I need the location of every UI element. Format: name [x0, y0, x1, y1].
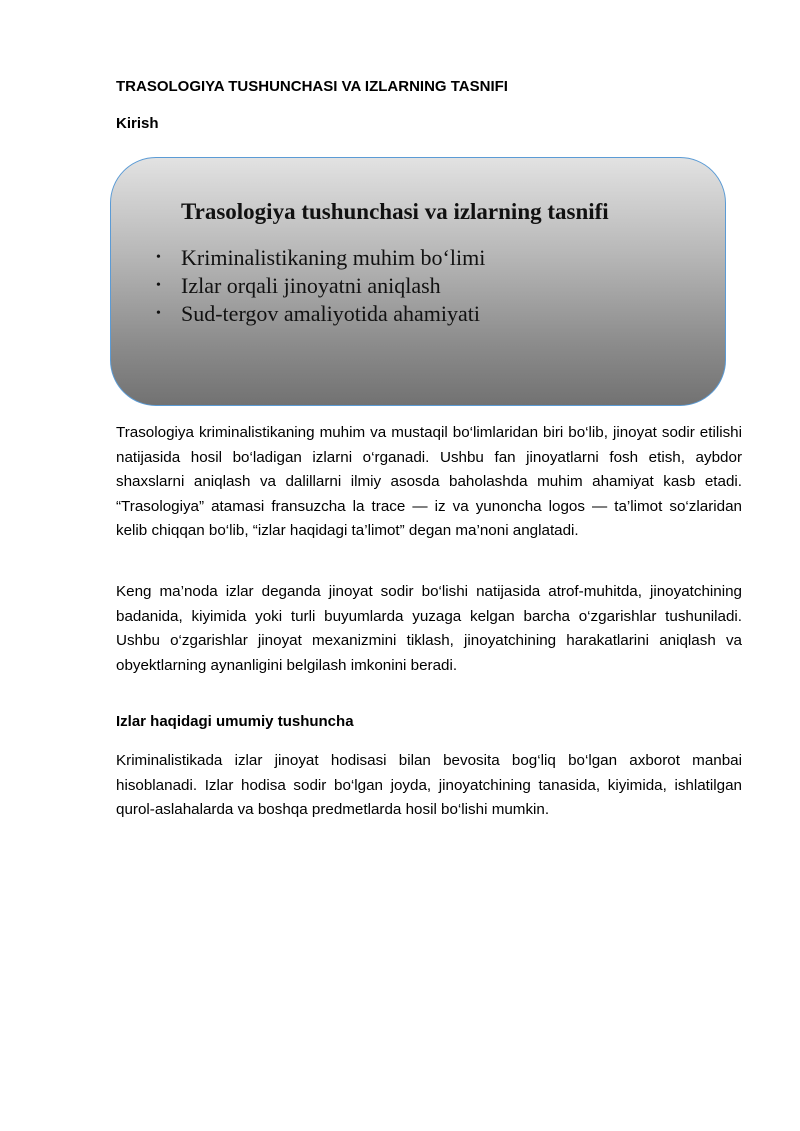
slide-bullet-list	[156, 244, 485, 328]
slide-graphic	[110, 157, 726, 406]
bullet-dot-icon: •	[156, 278, 161, 293]
slide-bullet-item	[156, 300, 485, 328]
section-paragraph: Kriminalistikada izlar jinoyat hodisasi bilan bevosita bog‘liq bo‘lgan axborot manbai hisoblanadi. Izlar hodisa sodir bo‘lgan joyda, jinoyatchining tanasida, kiyimida, ishlatilgan qurol-aslahalarda va boshqa predmetlarda hosil bo‘lishi mumkin.	[116, 752, 742, 819]
slide-title: Trasologiya tushunchasi va izlarning tasnifi	[181, 199, 609, 224]
bullet-dot-icon: •	[156, 306, 161, 321]
slide-bullet-item	[156, 272, 485, 300]
document-title: TRASOLOGIYA TUSHUNCHASI VA IZLARNING TASNIFI	[116, 78, 508, 95]
slide-bullet-text: Izlar orqali jinoyatni aniqlash	[181, 273, 441, 298]
bullet-dot-icon: •	[156, 250, 161, 265]
slide-bullet-item	[156, 244, 485, 272]
slide-bullet-text: Sud-tergov amaliyotida ahamiyati	[181, 301, 480, 326]
intro-heading: Kirish	[116, 115, 159, 132]
section-subheading: Izlar haqidagi umumiy tushuncha	[116, 713, 354, 730]
intro-paragraph-1: Trasologiya kriminalistikaning muhim va mustaqil bo‘limlaridan biri bo‘lib, jinoyat sodir etilishi natijasida hosil bo‘ladigan izlarni o‘rganadi. Ushbu fan jinoyatlarni fosh etish, aybdor shaxslarni aniqlash va dalillarni ilmiy asosda baholashda muhim ahamiyat kasb etadi. “Trasologiya” atamasi fransuzcha la trace — iz va yunoncha logos — ta’limot so‘zlaridan kelib chiqqan bo‘lib, “izlar haqidagi ta’limot” degan ma’noni anglatadi.	[116, 424, 742, 540]
intro-paragraph-2: Keng ma’noda izlar deganda jinoyat sodir bo‘lishi natijasida atrof-muhitda, jinoyatchining badanida, kiyimida yoki turli buyumlarda yuzaga kelgan barcha o‘zgarishlar tushuniladi. Ushbu o‘zgarishlar jinoyat mexanizmini tiklash, jinoyatchining harakatlarini aniqlash va obyektlarning aynanligini belgilash imkonini beradi.	[116, 583, 742, 674]
slide-bullet-text: Kriminalistikaning muhim bo‘limi	[181, 245, 486, 270]
